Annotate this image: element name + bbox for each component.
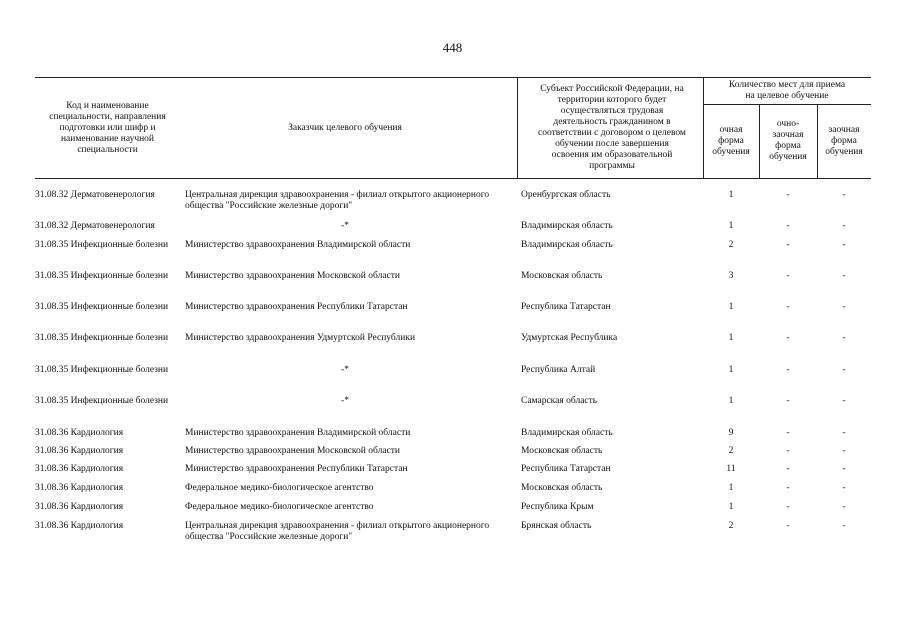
- cell-customer: Центральная дирекция здравоохранения - филиал открытого акционерного общества "Российские железные дороги": [185, 190, 490, 211]
- header-divider: [817, 104, 818, 178]
- cell-customer: -*: [341, 396, 349, 406]
- cell-correspondence: -: [842, 190, 846, 200]
- header-code: Код и наименование специальности, направления подготовки или шифр и наименование научной специальности: [49, 100, 166, 155]
- cell-part-time: -: [786, 365, 790, 375]
- cell-full-time: 1: [728, 302, 734, 312]
- cell-part-time: -: [786, 483, 790, 493]
- table-header: [35, 77, 871, 179]
- cell-correspondence: -: [842, 333, 846, 343]
- cell-code: 31.08.36 Кардиология: [35, 446, 124, 456]
- cell-part-time: -: [786, 428, 790, 438]
- cell-part-time: -: [786, 333, 790, 343]
- cell-correspondence: -: [842, 464, 846, 474]
- cell-code: 31.08.35 Инфекционные болезни: [35, 271, 169, 281]
- cell-correspondence: -: [842, 521, 846, 531]
- cell-customer: Министерство здравоохранения Московской области: [185, 271, 400, 281]
- cell-subject: Республика Алтай: [521, 365, 596, 375]
- cell-customer: -*: [341, 365, 349, 375]
- header-part-time: очно-заочная форма обучения: [769, 119, 807, 162]
- cell-customer: Центральная дирекция здравоохранения - филиал открытого акционерного общества "Российские железные дороги": [185, 521, 490, 542]
- cell-correspondence: -: [842, 365, 846, 375]
- header-places: Количество мест для приема на целевое обучение: [728, 80, 846, 101]
- header-customer: Заказчик целевого обучения: [288, 122, 402, 133]
- header-subject: Субъект Российской Федерации, на территории которого будет осуществляться трудовая деятельность гражданином в соответствии с договором о целевом обучении после завершения освоения им образовательной программы: [538, 84, 686, 171]
- cell-subject: Московская область: [521, 446, 603, 456]
- cell-part-time: -: [786, 221, 790, 231]
- cell-customer: Министерство здравоохранения Удмуртской Республики: [185, 333, 416, 343]
- header-full-time: очная форма обучения: [712, 124, 750, 157]
- cell-part-time: -: [786, 240, 790, 250]
- cell-code: 31.08.36 Кардиология: [35, 428, 124, 438]
- cell-full-time: 1: [728, 190, 734, 200]
- cell-subject: Республика Татарстан: [521, 302, 611, 312]
- cell-subject: Московская область: [521, 483, 603, 493]
- cell-subject: Оренбургская область: [521, 190, 611, 200]
- cell-full-time: 3: [728, 271, 734, 281]
- cell-code: 31.08.35 Инфекционные болезни: [35, 365, 169, 375]
- cell-part-time: -: [786, 190, 790, 200]
- header-divider: [759, 104, 760, 178]
- cell-correspondence: -: [842, 446, 846, 456]
- cell-code: 31.08.36 Кардиология: [35, 521, 124, 531]
- cell-code: 31.08.36 Кардиология: [35, 464, 124, 474]
- cell-customer: Министерство здравоохранения Владимирской области: [185, 428, 411, 438]
- cell-correspondence: -: [842, 428, 846, 438]
- cell-subject: Республика Татарстан: [521, 464, 611, 474]
- cell-part-time: -: [786, 502, 790, 512]
- cell-code: 31.08.36 Кардиология: [35, 483, 124, 493]
- cell-full-time: 1: [728, 502, 734, 512]
- cell-correspondence: -: [842, 240, 846, 250]
- cell-subject: Московская область: [521, 271, 603, 281]
- cell-customer: Федеральное медико-биологическое агентство: [185, 502, 374, 512]
- cell-correspondence: -: [842, 271, 846, 281]
- cell-full-time: 1: [728, 396, 734, 406]
- cell-code: 31.08.35 Инфекционные болезни: [35, 333, 169, 343]
- cell-full-time: 2: [728, 446, 734, 456]
- cell-correspondence: -: [842, 396, 846, 406]
- cell-customer: Федеральное медико-биологическое агентство: [185, 483, 374, 493]
- cell-part-time: -: [786, 271, 790, 281]
- cell-customer: -*: [341, 221, 349, 231]
- cell-code: 31.08.36 Кардиология: [35, 502, 124, 512]
- cell-correspondence: -: [842, 502, 846, 512]
- cell-part-time: -: [786, 446, 790, 456]
- header-divider: [703, 104, 871, 105]
- page-number: 448: [442, 40, 463, 55]
- cell-subject: Владимирская область: [521, 221, 613, 231]
- cell-subject: Владимирская область: [521, 240, 613, 250]
- cell-correspondence: -: [842, 221, 846, 231]
- cell-full-time: 1: [728, 365, 734, 375]
- cell-full-time: 2: [728, 240, 734, 250]
- cell-part-time: -: [786, 396, 790, 406]
- cell-customer: Министерство здравоохранения Республики Татарстан: [185, 464, 408, 474]
- cell-code: 31.08.32 Дерматовенерология: [35, 221, 155, 231]
- cell-code: 31.08.32 Дерматовенерология: [35, 190, 155, 200]
- cell-code: 31.08.35 Инфекционные болезни: [35, 302, 169, 312]
- cell-correspondence: -: [842, 302, 846, 312]
- cell-full-time: 1: [728, 483, 734, 493]
- cell-full-time: 2: [728, 521, 734, 531]
- cell-subject: Владимирская область: [521, 428, 613, 438]
- cell-full-time: 11: [726, 464, 736, 474]
- cell-full-time: 1: [728, 221, 734, 231]
- cell-code: 31.08.35 Инфекционные болезни: [35, 240, 169, 250]
- cell-customer: Министерство здравоохранения Республики Татарстан: [185, 302, 408, 312]
- cell-correspondence: -: [842, 483, 846, 493]
- cell-part-time: -: [786, 521, 790, 531]
- cell-full-time: 1: [728, 333, 734, 343]
- header-correspondence: заочная форма обучения: [825, 124, 863, 157]
- cell-subject: Республика Крым: [521, 502, 594, 512]
- cell-code: 31.08.35 Инфекционные болезни: [35, 396, 169, 406]
- cell-part-time: -: [786, 302, 790, 312]
- header-divider: [517, 78, 518, 178]
- cell-subject: Брянская область: [521, 521, 592, 531]
- cell-customer: Министерство здравоохранения Владимирской области: [185, 240, 411, 250]
- cell-customer: Министерство здравоохранения Московской области: [185, 446, 400, 456]
- cell-subject: Удмуртская Республика: [521, 333, 618, 343]
- header-divider: [703, 78, 704, 178]
- cell-full-time: 9: [728, 428, 734, 438]
- cell-part-time: -: [786, 464, 790, 474]
- cell-subject: Самарская область: [521, 396, 598, 406]
